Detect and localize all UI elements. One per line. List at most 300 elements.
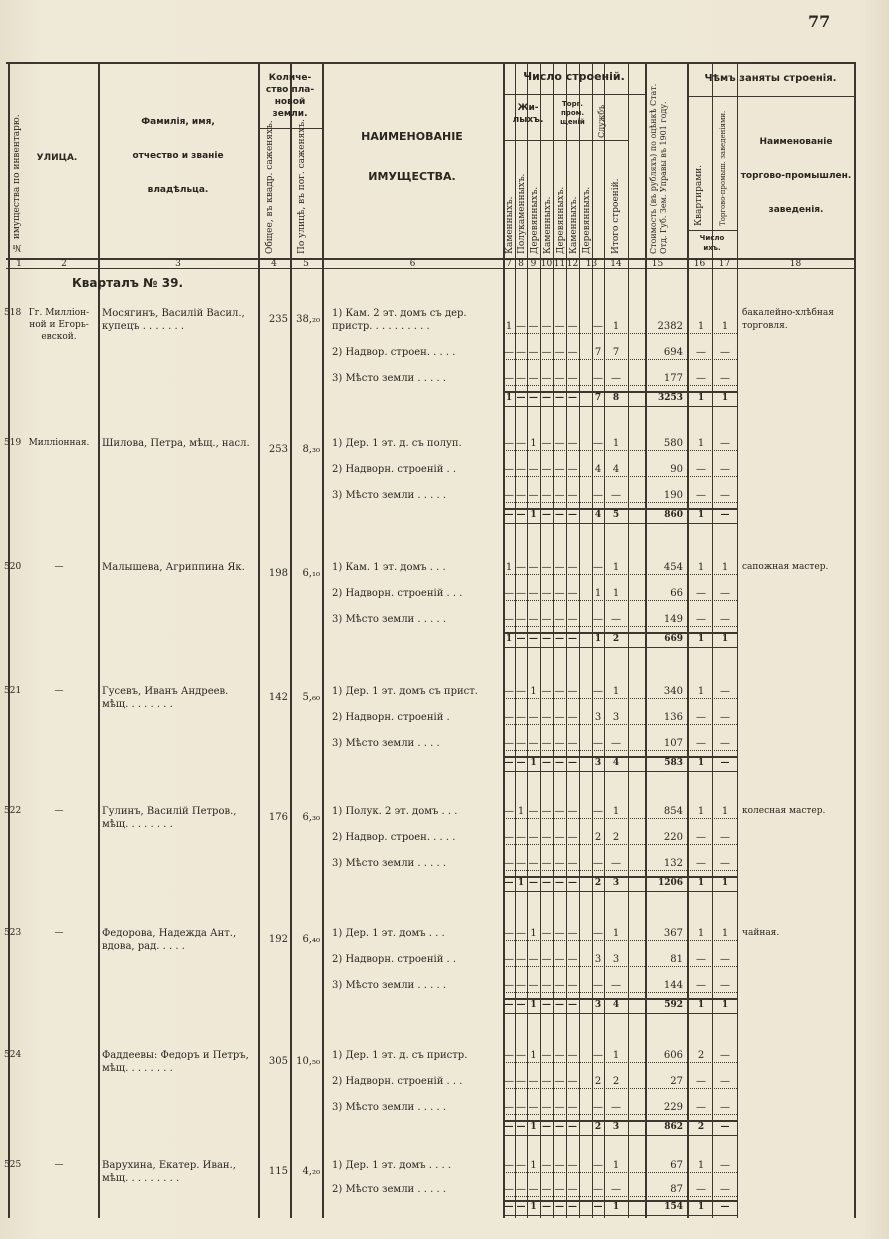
property-value: 454 (663, 562, 683, 573)
total-building-count: 4 (612, 1000, 620, 1010)
trade-count: 1 (721, 806, 729, 817)
establishment-name: колесная мастер. (742, 806, 826, 816)
header-establishment: Наименованіе (759, 137, 833, 147)
item-rule (503, 450, 737, 451)
building-count: — (567, 1050, 578, 1061)
quarter-title: Кварталъ № 39. (72, 276, 183, 290)
header-land: Количе- (268, 73, 312, 83)
item-rule (503, 870, 737, 871)
building-count: — (567, 438, 578, 449)
building-count: — (504, 806, 514, 817)
total-building-count: 7 (594, 393, 602, 403)
property-value: 90 (670, 464, 683, 475)
apartments-count: — (696, 490, 706, 501)
building-count: — (516, 928, 526, 939)
building-count: — (516, 1160, 526, 1171)
header-trade: пром. (560, 109, 585, 117)
record-front: 6,₁₀ (302, 568, 320, 579)
header-trade-est: Торгово-промыш. заведеніями. (719, 110, 727, 226)
trade-count: — (720, 347, 730, 358)
header-residential: Жи- (517, 103, 539, 113)
record-land: 198 (268, 568, 288, 579)
building-count: — (528, 1076, 539, 1087)
property-value: 2382 (657, 321, 683, 332)
building-count: — (567, 738, 578, 749)
total-apartments: 1 (697, 758, 705, 768)
total-building-count: 1 (517, 878, 525, 888)
column-rule (258, 62, 260, 1218)
total-building-count: — (555, 1122, 564, 1132)
building-count: — (541, 1102, 552, 1113)
record-street: — (54, 806, 64, 816)
apartments-count: 1 (697, 321, 705, 332)
apartments-count: — (696, 738, 706, 749)
trade-count: — (720, 738, 730, 749)
building-count: — (593, 490, 603, 501)
building-count: — (567, 1184, 578, 1195)
item-rule (503, 1172, 737, 1173)
item-rule (503, 724, 737, 725)
total-building-count: — (529, 634, 538, 644)
header-buildings: Число строеній. (523, 70, 625, 83)
total-building-count: — (516, 1122, 526, 1132)
property-item: 2) Мѣсто земли . . . . . (332, 1184, 446, 1195)
header-service: Службъ (597, 104, 606, 138)
building-count: 1 (612, 928, 620, 939)
building-count: — (541, 1184, 552, 1195)
property-item: 1) Дер. 1 эт. домъ . . . . (332, 1160, 452, 1171)
building-count: 3 (612, 712, 620, 723)
total-apartments: 2 (697, 1122, 705, 1132)
building-count: — (554, 614, 565, 625)
column-number: 16 (693, 259, 706, 269)
building-count: — (516, 614, 526, 625)
apartments-count: — (696, 464, 706, 475)
total-value: 3253 (657, 393, 683, 403)
building-count: — (541, 347, 552, 358)
total-building-count: — (555, 634, 564, 644)
page-number: 77 (808, 12, 831, 31)
building-count: — (554, 347, 565, 358)
total-building-count: 2 (594, 1122, 602, 1132)
building-count: — (593, 738, 603, 749)
record-number: 524 (4, 1050, 22, 1060)
total-bottom-rule (503, 771, 737, 772)
property-value: 81 (670, 954, 683, 965)
record-owner-name: Фаддеевы: Федоръ и Петръ, (102, 1050, 249, 1061)
record-owner-name: Гулинъ, Василій Петров., (102, 806, 237, 817)
total-bottom-rule (503, 1013, 737, 1014)
building-count: 1 (530, 928, 537, 939)
column-rule (322, 62, 324, 1218)
total-building-count: — (568, 758, 577, 768)
record-owner-name: Гусевъ, Иванъ Андреев. (102, 686, 229, 697)
header-land-street: По улицѣ, въ пог. саженяхъ. (297, 119, 307, 254)
apartments-count: — (696, 858, 706, 869)
item-rule (503, 750, 737, 751)
item-rule (503, 1088, 737, 1089)
property-item: 3) Мѣсто земли . . . . . (332, 614, 446, 625)
total-bottom-rule (503, 647, 737, 648)
record-street: — (54, 928, 64, 938)
building-count: 4 (594, 464, 602, 475)
building-count: — (611, 738, 621, 749)
total-trade: 1 (721, 878, 729, 888)
property-item: 3) Мѣсто земли . . . . . (332, 490, 446, 501)
property-item: 2) Надворн. строеній . . (332, 954, 457, 965)
building-count: 1 (530, 1160, 537, 1171)
total-building-count: 1 (505, 634, 513, 644)
total-trade: 1 (721, 634, 729, 644)
building-count: — (528, 588, 539, 599)
building-count: — (554, 858, 565, 869)
building-count: 1 (612, 588, 620, 599)
building-count: — (611, 858, 621, 869)
property-item: 3) Мѣсто земли . . . . . (332, 373, 446, 384)
item-rule (503, 698, 737, 699)
property-item: 2) Надвор. строен. . . . . (332, 347, 456, 358)
total-building-count: 4 (594, 510, 602, 520)
total-building-count: 3 (594, 1000, 602, 1010)
header-residential: лыхъ. (512, 115, 544, 125)
building-count: — (554, 1076, 565, 1087)
establishment-name: сапожная мастер. (742, 562, 829, 572)
trade-count: — (720, 832, 730, 843)
building-count: — (504, 464, 514, 475)
property-value: 149 (663, 614, 683, 625)
building-count: — (541, 373, 552, 384)
building-count: 4 (612, 464, 620, 475)
building-count: — (528, 1184, 539, 1195)
building-count: — (554, 712, 565, 723)
header-stone1: Каменныхъ. (505, 196, 515, 254)
building-count: — (554, 490, 565, 501)
property-item: 3) Мѣсто земли . . . . . (332, 1102, 446, 1113)
record-owner-rank: мѣщ. . . . . . . . (102, 819, 173, 830)
building-count: — (593, 980, 603, 991)
building-count: — (541, 686, 552, 697)
record-front: 6,₃₀ (302, 812, 320, 823)
trade-count: — (720, 588, 730, 599)
column-number: 13 (585, 259, 598, 269)
total-building-count: 3 (612, 1122, 620, 1132)
total-apartments: 1 (697, 1000, 705, 1010)
building-count: — (528, 1102, 539, 1113)
header-wooden3: Деревянныхъ. (582, 186, 592, 254)
item-rule (503, 626, 737, 627)
total-building-count: — (504, 878, 514, 888)
header-land: новой (274, 97, 306, 107)
column-number: 18 (789, 259, 802, 269)
record-owner-name: Варухина, Екатер. Иван., (102, 1160, 236, 1171)
building-count: — (567, 588, 578, 599)
property-value: 136 (663, 712, 683, 723)
record-land: 235 (268, 314, 288, 325)
building-count: — (528, 738, 539, 749)
building-count: — (567, 1076, 578, 1087)
header-owner: Фамилія, имя, (141, 117, 215, 127)
building-count: — (567, 928, 578, 939)
building-count: 7 (612, 347, 620, 358)
record-front: 6,₄₀ (302, 934, 320, 945)
building-count: — (554, 954, 565, 965)
header-count: ихъ. (703, 244, 721, 252)
total-building-count: — (542, 1202, 551, 1212)
trade-count: — (720, 686, 730, 697)
trade-count: — (720, 490, 730, 501)
building-count: 1 (612, 438, 620, 449)
record-number: 520 (4, 562, 22, 572)
total-building-count: 3 (612, 878, 620, 888)
total-building-count: — (555, 758, 564, 768)
column-number: 17 (718, 259, 731, 269)
building-count: — (516, 347, 526, 358)
header-property: НАИМЕНОВАНІЕ (361, 130, 463, 143)
apartments-count: 1 (697, 928, 705, 939)
building-count: — (528, 806, 539, 817)
total-value: 154 (664, 1202, 683, 1212)
total-trade: 1 (721, 1000, 729, 1010)
item-rule (503, 818, 737, 819)
header-inventory-no: № имущества по инвентарю. (12, 114, 22, 252)
building-count: — (528, 490, 539, 501)
building-count: 1 (612, 562, 620, 573)
total-building-count: — (555, 393, 564, 403)
total-building-count: — (516, 510, 526, 520)
record-number: 518 (4, 308, 22, 318)
building-count: — (611, 490, 621, 501)
building-count: 1 (517, 806, 525, 817)
building-count: — (567, 347, 578, 358)
building-count: 1 (505, 321, 513, 332)
header-property: ИМУЩЕСТВА. (368, 170, 456, 183)
header-total-buildings: Итого строеній. (611, 178, 621, 254)
building-count: — (541, 928, 552, 939)
building-count: — (528, 832, 539, 843)
trade-count: — (720, 1076, 730, 1087)
apartments-count: — (696, 588, 706, 599)
total-building-count: — (568, 634, 577, 644)
total-building-count: — (555, 510, 564, 520)
total-building-count: — (504, 510, 514, 520)
property-value: 340 (663, 686, 683, 697)
total-building-count: 1 (594, 634, 602, 644)
property-value: 229 (663, 1102, 683, 1113)
building-count: — (528, 712, 539, 723)
building-count: — (554, 1160, 565, 1171)
total-building-count: 2 (612, 634, 620, 644)
building-count: — (504, 347, 514, 358)
total-building-count: — (568, 1122, 577, 1132)
building-count: — (516, 954, 526, 965)
building-count: — (541, 954, 552, 965)
column-rule (8, 62, 10, 1218)
total-value: 669 (664, 634, 683, 644)
record-number: 522 (4, 806, 22, 816)
building-count: 2 (594, 1076, 602, 1087)
total-building-count: — (516, 1202, 526, 1212)
apartments-count: — (696, 1102, 706, 1113)
building-count: — (567, 562, 578, 573)
total-apartments: 1 (697, 634, 705, 644)
record-owner-rank: мѣщ. . . . . . . . (102, 1063, 173, 1074)
building-count: — (516, 1050, 526, 1061)
building-count: 2 (612, 832, 620, 843)
building-count: — (593, 1160, 603, 1171)
building-count: — (567, 712, 578, 723)
header-stone2: Каменныхъ. (543, 196, 553, 254)
building-count: 3 (612, 954, 620, 965)
total-apartments: 1 (697, 878, 705, 888)
apartments-count: 1 (697, 562, 705, 573)
building-count: — (528, 562, 539, 573)
trade-count: — (720, 464, 730, 475)
header-count: Число (699, 234, 725, 242)
building-count: — (516, 562, 526, 573)
building-count: — (504, 738, 514, 749)
building-count: — (541, 1076, 552, 1087)
apartments-count: — (696, 1076, 706, 1087)
total-building-count: 1 (530, 510, 537, 520)
building-count: — (567, 1160, 578, 1171)
property-item: 2) Надворн. строеній . . . (332, 588, 463, 599)
total-building-count: 4 (612, 758, 620, 768)
apartments-count: — (696, 1184, 706, 1195)
building-count: — (554, 980, 565, 991)
item-rule (503, 359, 737, 360)
building-count: — (593, 562, 603, 573)
property-item: 3) Мѣсто земли . . . . . (332, 980, 446, 991)
building-count: 7 (594, 347, 602, 358)
total-building-count: — (504, 1000, 514, 1010)
trade-count: — (720, 438, 730, 449)
building-count: — (516, 588, 526, 599)
building-count: — (554, 562, 565, 573)
record-front: 38,₂₀ (296, 314, 320, 325)
column-number: 4 (271, 259, 277, 269)
apartments-count: 2 (697, 1050, 705, 1061)
building-count: 1 (612, 321, 620, 332)
trade-count: 1 (721, 321, 729, 332)
building-count: 1 (530, 438, 537, 449)
building-count: — (554, 738, 565, 749)
total-building-count: 1 (530, 758, 537, 768)
building-count: — (593, 1050, 603, 1061)
total-trade: — (720, 1122, 730, 1132)
establishment-name: чайная. (742, 928, 780, 938)
column-number: 5 (303, 259, 309, 269)
total-building-count: 5 (612, 510, 620, 520)
total-building-count: — (542, 510, 551, 520)
total-apartments: 1 (697, 1202, 705, 1212)
property-value: 580 (663, 438, 683, 449)
column-number: 15 (651, 259, 664, 269)
building-count: — (516, 438, 526, 449)
total-bottom-rule (503, 1135, 737, 1136)
record-number: 523 (4, 928, 22, 938)
building-count: — (554, 686, 565, 697)
building-count: — (541, 438, 552, 449)
total-value: 860 (664, 510, 683, 520)
total-building-count: — (542, 878, 551, 888)
building-count: — (567, 464, 578, 475)
building-count: — (611, 980, 621, 991)
column-rule (737, 62, 738, 1218)
record-land: 253 (268, 444, 288, 455)
building-count: — (528, 373, 539, 384)
total-trade: — (720, 758, 730, 768)
building-count: — (504, 438, 514, 449)
property-item: 1) Дер. 1 эт. домъ съ прист. (332, 686, 478, 697)
record-number: 519 (4, 438, 22, 448)
building-count: — (567, 373, 578, 384)
total-building-count: 1 (505, 393, 513, 403)
building-count: — (516, 373, 526, 384)
building-count: — (528, 347, 539, 358)
total-building-count: 1 (530, 1122, 537, 1132)
header-value: Стоимость (въ рубляхъ) по оцѣнкѣ Стат. Отд. Губ. Зем. Управы въ 1901 году. (649, 83, 668, 254)
building-count: 2 (612, 1076, 620, 1087)
building-count: — (541, 562, 552, 573)
building-count: 1 (612, 1050, 620, 1061)
column-number: 2 (61, 259, 67, 269)
property-item: 1) Дер. 1 эт. д. съ полуп. (332, 438, 462, 449)
building-count: — (504, 1160, 514, 1171)
building-count: — (554, 1050, 565, 1061)
header-trade: Торг. (562, 100, 583, 108)
trade-count: — (720, 954, 730, 965)
record-front: 8,₃₀ (302, 444, 320, 455)
building-count: — (541, 832, 552, 843)
top-rule (6, 62, 854, 64)
item-rule (503, 966, 737, 967)
property-item: пристр. . . . . . . . . . (332, 321, 430, 332)
apartments-count: 1 (697, 686, 705, 697)
total-building-count: — (555, 1000, 564, 1010)
total-building-count: — (568, 1000, 577, 1010)
header-land-total: Общее, въ квадр. саженяхъ. (265, 120, 275, 254)
header-semistone: Полукаменныхъ. (517, 173, 527, 254)
building-count: — (611, 614, 621, 625)
total-trade: — (720, 1202, 730, 1212)
total-building-count: — (542, 634, 551, 644)
trade-count: — (720, 614, 730, 625)
record-street: евской. (41, 332, 77, 342)
total-building-count: 3 (594, 758, 602, 768)
building-count: — (593, 373, 603, 384)
item-rule (503, 574, 737, 575)
building-count: — (541, 712, 552, 723)
establishment-name: бакалейно-хлѣбная (742, 308, 834, 318)
building-count: 3 (594, 712, 602, 723)
record-street: — (54, 686, 64, 696)
building-count: — (593, 1102, 603, 1113)
building-count: — (528, 321, 539, 332)
total-building-count: — (504, 1122, 514, 1132)
apartments-count: — (696, 347, 706, 358)
building-count: — (516, 1102, 526, 1113)
record-street: — (54, 1160, 64, 1170)
record-street: Милліонная. (28, 438, 90, 448)
building-count: — (528, 614, 539, 625)
apartments-count: — (696, 373, 706, 384)
total-value: 592 (664, 1000, 683, 1010)
building-count: — (554, 1184, 565, 1195)
property-item: 2) Надвор. строен. . . . . (332, 832, 456, 843)
building-count: — (554, 373, 565, 384)
building-count: — (516, 738, 526, 749)
total-building-count: — (516, 758, 526, 768)
